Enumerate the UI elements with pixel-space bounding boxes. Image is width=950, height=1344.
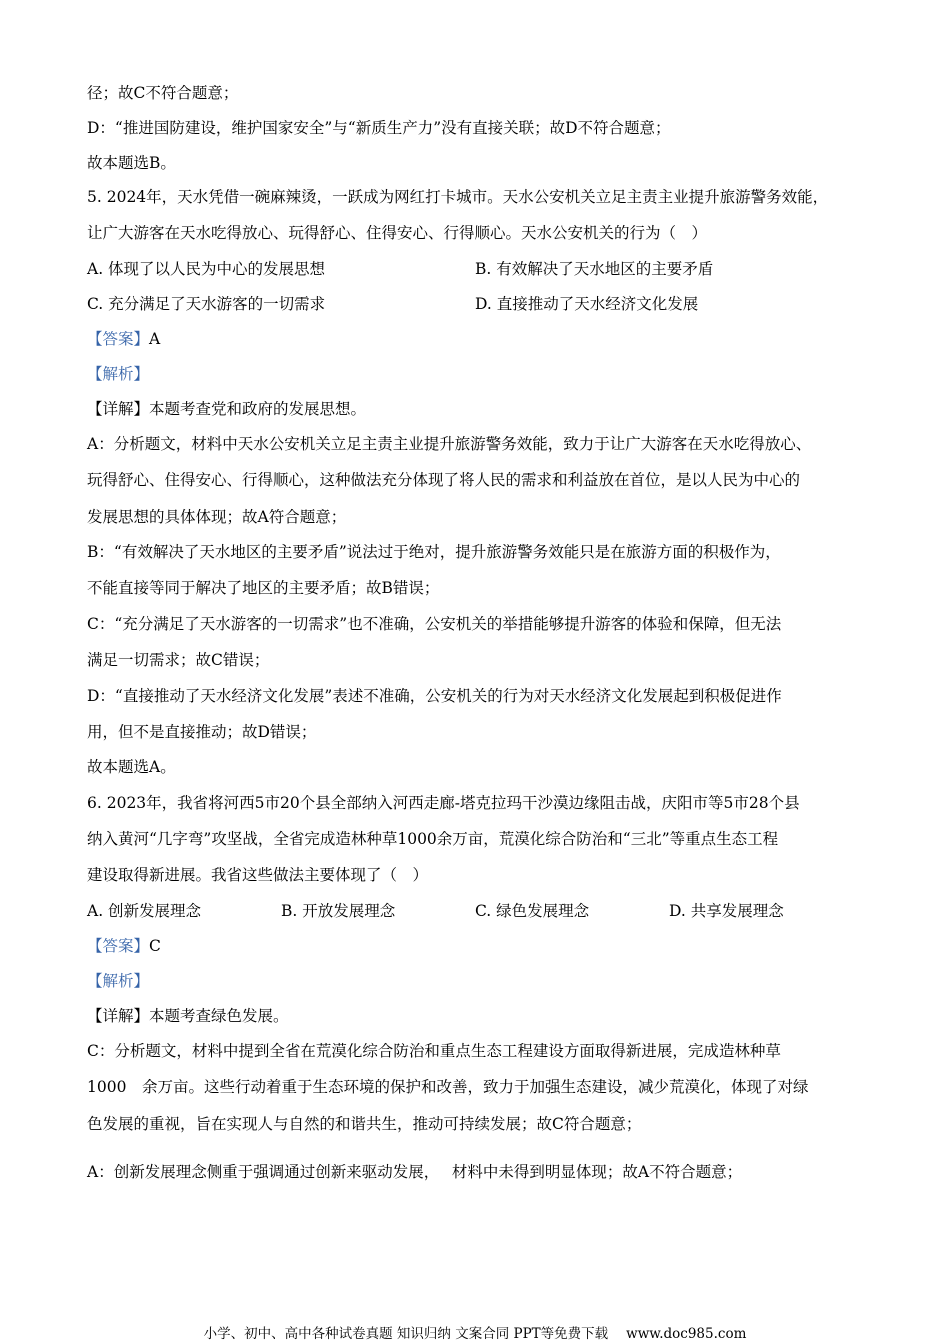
analysis-tag: 【解析】 [87, 972, 150, 990]
footer-site-link[interactable]: www.doc985.com [626, 1326, 747, 1342]
q6-stem-line-3: 建设取得新进展。我省这些做法主要体现了（ ） [87, 866, 429, 884]
q5-analysis-b-line-1: B：“有效解决了天水地区的主要矛盾”说法过于绝对，提升旅游警务效能只是在旅游方面的积极作为， [87, 543, 781, 561]
detail-tag: 【详解】 [87, 1007, 150, 1025]
q5-option-d: D. 直接推动了天水经济文化发展 [475, 295, 699, 313]
q4-tail-line-2: D：“推进国防建设，维护国家安全”与“新质生产力”没有直接关联；故D不符合题意； [87, 119, 671, 137]
q4-tail-line-1: 径；故C不符合题意； [87, 84, 239, 102]
q6-option-d: D. 共享发展理念 [669, 902, 784, 920]
q6-analysis-c-line-3: 色发展的重视，旨在实现人与自然的和谐共生，推动可持续发展；故C符合题意； [87, 1115, 642, 1133]
q5-analysis-tag [87, 364, 149, 384]
q5-analysis-a-line-1: A：分析题文，材料中天水公安机关立足主责主业提升旅游警务效能，致力于让广大游客在天水吃得放心、 [87, 435, 812, 453]
q6-detail-text: 本题考查绿色发展。 [149, 1007, 289, 1025]
q6-option-a: A. 创新发展理念 [87, 902, 202, 920]
q5-analysis-c-line-2: 满足一切需求；故C错误； [87, 651, 270, 669]
q5-stem-line-1: 5. 2024年，天水凭借一碗麻辣烫，一跃成为网红打卡城市。天水公安机关立足主责主业提升旅游警务效能， [87, 188, 829, 206]
analysis-tag: 【解析】 [87, 365, 150, 383]
q5-detail [87, 399, 366, 419]
q6-analysis-tag [87, 971, 149, 991]
q6-stem-line-2: 纳入黄河“几字弯”攻坚战，全省完成造林种草1000余万亩，荒漠化综合防治和“三北”等重点生态工程 [87, 830, 779, 848]
q6-detail [87, 1006, 289, 1026]
detail-tag: 【详解】 [87, 400, 150, 418]
footer-text: 小学、初中、高中各种试卷真题 知识归纳 文案合同 PPT等免费下载 [203, 1326, 609, 1342]
q6-option-b: B. 开放发展理念 [281, 902, 396, 920]
q5-stem-line-2: 让广大游客在天水吃得放心、玩得舒心、住得安心、行得顺心。天水公安机关的行为（ ） [87, 224, 708, 242]
q5-analysis-d-line-2: 用，但不是直接推动；故D错误； [87, 723, 317, 741]
q5-detail-text: 本题考查党和政府的发展思想。 [149, 400, 367, 418]
q5-answer [87, 329, 160, 349]
q5-option-b: B. 有效解决了天水地区的主要矛盾 [475, 260, 714, 278]
q5-analysis-b-line-2: 不能直接等同于解决了地区的主要矛盾；故B错误； [87, 579, 440, 597]
q5-analysis-a-line-2: 玩得舒心、住得安心、行得顺心，这种做法充分体现了将人民的需求和利益放在首位，是以人民为中心的 [87, 471, 801, 489]
q5-analysis-a-line-3: 发展思想的具体体现；故A符合题意； [87, 508, 347, 526]
page-footer [0, 1325, 950, 1343]
answer-tag: 【答案】 [87, 330, 150, 348]
q5-option-c: C. 充分满足了天水游客的一切需求 [87, 295, 326, 313]
q6-answer [87, 936, 161, 956]
q6-analysis-a-line-1: A：创新发展理念侧重于强调通过创新来驱动发展， 材料中未得到明显体现；故A不符合题意； [87, 1163, 743, 1181]
q5-answer-value: A [149, 330, 161, 348]
q4-conclusion: 故本题选B。 [87, 154, 176, 172]
q6-option-c: C. 绿色发展理念 [475, 902, 590, 920]
q5-option-a: A. 体现了以人民为中心的发展思想 [87, 260, 326, 278]
q6-answer-value: C [149, 937, 161, 955]
q6-analysis-c-line-1: C：分析题文，材料中提到全省在荒漠化综合防治和重点生态工程建设方面取得新进展，完成造林种草 [87, 1042, 781, 1060]
q5-analysis-d-line-1: D：“直接推动了天水经济文化发展”表述不准确，公安机关的行为对天水经济文化发展起到积极促进作 [87, 687, 782, 705]
q6-analysis-c-line-2: 1000 余万亩。这些行动着重于生态环境的保护和改善，致力于加强生态建设，减少荒漠化，体现了对绿 [87, 1078, 809, 1096]
q5-conclusion: 故本题选A。 [87, 758, 176, 776]
q5-analysis-c-line-1: C：“充分满足了天水游客的一切需求”也不准确，公安机关的举措能够提升游客的体验和保障，但无法 [87, 615, 782, 633]
answer-tag: 【答案】 [87, 937, 150, 955]
q6-stem-line-1: 6. 2023年，我省将河西5市20个县全部纳入河西走廊-塔克拉玛干沙漠边缘阻击战，庆阳市等5市28个县 [87, 794, 800, 812]
